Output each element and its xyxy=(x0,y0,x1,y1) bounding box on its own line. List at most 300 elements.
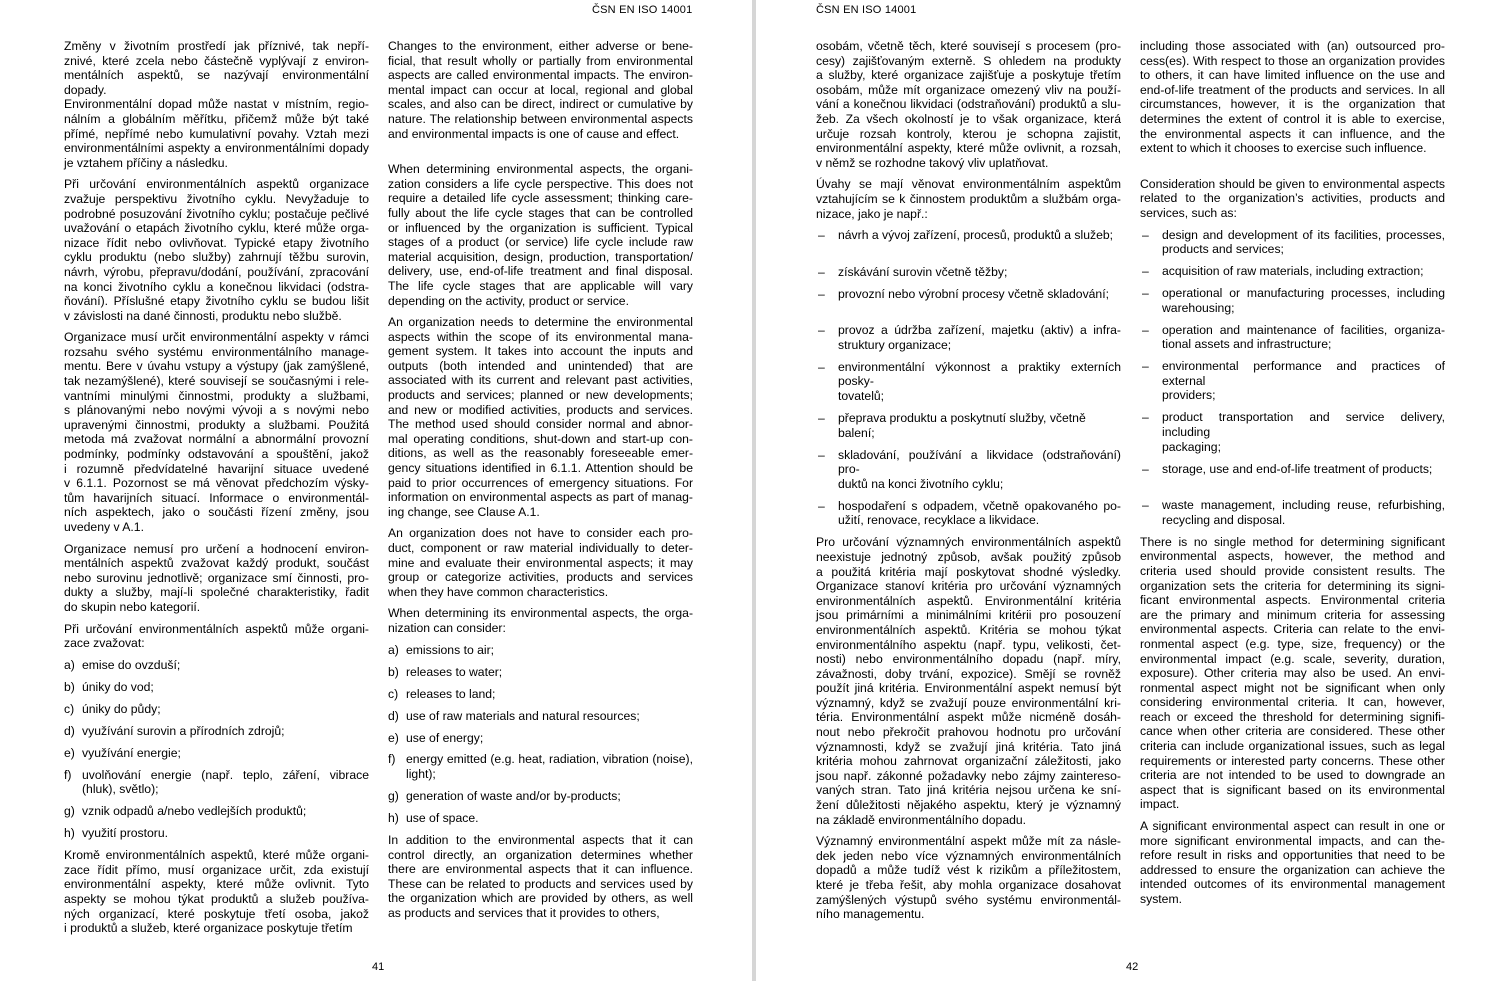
text-line: které je třeba řešit, aby mohla organizace dosahovat xyxy=(816,878,1121,892)
text-line: There is no single method for determining significant xyxy=(1140,534,1445,549)
text-line: criteria are not intended to be used to downgrade an xyxy=(1140,768,1445,783)
text-line: dopadů a může tudíž vést k rizikům a příležitostem, xyxy=(816,863,1121,878)
list-item-text xyxy=(838,448,1121,492)
text-line: Významný environmentální aspekt může mít za násle- xyxy=(816,834,1121,849)
text-line: environmentálního aspektu (např. typu, velikosti, čet- xyxy=(816,637,1121,652)
text-line: hospodaření s odpadem, včetně opakovaného po- xyxy=(838,498,1121,513)
paragraph xyxy=(64,542,369,615)
czech-column xyxy=(816,39,1121,922)
text-line: vznik odpadů a/nebo vedlejších produktů; xyxy=(82,804,307,819)
list-item-text xyxy=(1162,323,1445,352)
text-line: generation of waste and/or by-products; xyxy=(406,789,621,804)
list-item xyxy=(1140,286,1445,315)
considerations-list xyxy=(64,658,369,841)
text-line: dek jeden nebo více významných environmentálních xyxy=(816,848,1121,863)
list-marker: e) xyxy=(64,745,75,760)
text-line: use of raw materials and natural resources; xyxy=(406,708,640,723)
text-line: recycling and disposal. xyxy=(1162,512,1286,527)
text-line: (hluk), světlo); xyxy=(82,782,159,797)
list-marker: – xyxy=(1142,264,1149,279)
text-line: impact. xyxy=(1140,797,1180,812)
list-item-text xyxy=(406,665,693,680)
list-item xyxy=(388,752,693,781)
text-line: mentu. Bere v úvahu vstupy a výstupy (jak zamýšlené, xyxy=(64,359,369,374)
text-line: information on environmental aspects as part of manag- xyxy=(388,490,693,505)
left-page xyxy=(0,0,752,981)
text-line: product transportation and service delivery, including xyxy=(1162,410,1445,440)
text-line: mal operating conditions, shut-down and start-up con- xyxy=(388,431,693,446)
paragraph xyxy=(64,622,369,651)
list-item xyxy=(816,448,1121,492)
text-line: cance when other criteria are considered. These other xyxy=(1140,724,1445,739)
text-line: podmínky, podmínky odstavování a spouštění, jakož xyxy=(64,447,369,462)
list-item-text xyxy=(838,411,1121,440)
list-item-text xyxy=(406,643,693,658)
paragraph xyxy=(816,177,1121,221)
list-item-text xyxy=(406,731,693,746)
text-line: intended outcomes of its environmental management xyxy=(1140,877,1445,892)
text-line: s plánovanými nebo novými vývoji a s novými nebo xyxy=(64,403,369,418)
list-marker: – xyxy=(818,447,825,462)
text-line: The method used should consider normal and abnor- xyxy=(388,417,693,432)
text-line: významnosti, když se zvažují jiná kritéria. Tato jiná xyxy=(816,739,1121,754)
text-line: design and development of its facilities, processes, xyxy=(1162,227,1445,242)
list-item xyxy=(1140,264,1445,279)
list-item xyxy=(64,826,369,841)
list-marker: g) xyxy=(388,789,399,804)
text-line: cess(es). With respect to those an organization provides xyxy=(1140,53,1445,68)
text-line: Při určování environmentálních aspektů může organi- xyxy=(64,621,369,636)
text-line: skladování, používání a likvidace (odstraňování) pro- xyxy=(838,447,1121,477)
text-line: návrh a vývoj zařízení, procesů, produktů a služeb; xyxy=(838,228,1114,243)
text-line: fully about the life cycle stages that can be controlled xyxy=(388,205,693,220)
text-line: system. xyxy=(1140,892,1182,906)
text-line: Úvahy se mají věnovat environmentálním aspektům xyxy=(816,177,1121,192)
text-line: waste management, including reuse, refurbishing, xyxy=(1162,498,1445,513)
text-line: extent to which it chooses to exercise such influence. xyxy=(1140,141,1427,156)
list-marker: h) xyxy=(64,826,75,841)
text-line: provozní nebo výrobní procesy včetně skladování; xyxy=(838,286,1109,301)
list-marker: b) xyxy=(388,664,399,679)
text-line: delivery, use, end-of-life treatment and final disposal. xyxy=(388,264,693,279)
text-line: reach or exceed the threshold for determining signifi- xyxy=(1140,709,1445,724)
list-marker: – xyxy=(1142,498,1149,513)
text-line: more significant environmental impacts, and can the- xyxy=(1140,833,1445,848)
text-line: group or categorize activities, products and services xyxy=(388,570,693,585)
text-line: environmental aspects. Criteria can relate to the envi- xyxy=(1140,622,1445,637)
text-line: využívání surovin a přírodních zdrojů; xyxy=(82,723,285,738)
list-item-text xyxy=(82,804,369,819)
text-line: ňování). Příslušné etapy životního cyklu se budou lišit xyxy=(64,294,369,309)
text-line: operational or manufacturing processes, including xyxy=(1162,286,1445,301)
list-item xyxy=(64,680,369,695)
paragraph xyxy=(64,177,369,323)
text-line: ních aspektech, jako o součásti řízení změny, jsou xyxy=(64,505,369,520)
text-line: An organization does not have to consider each pro- xyxy=(388,526,693,541)
list-marker: b) xyxy=(64,679,75,694)
paragraph xyxy=(388,315,693,519)
list-marker: – xyxy=(1142,410,1149,425)
list-item xyxy=(388,687,693,702)
text-line: gency situations identified in 6.1.1. Attention should be xyxy=(388,461,693,476)
text-line: zation considers a life cycle perspective. This does not xyxy=(388,176,693,191)
paragraph xyxy=(388,162,693,308)
text-line: vztahujícím se k činnostem produktům a službám orga- xyxy=(816,191,1121,206)
paragraph xyxy=(64,848,369,936)
text-line: An organization needs to determine the environmental xyxy=(388,315,693,330)
text-line: nálním a globálním měřítku, přičemž může být také xyxy=(64,111,369,126)
text-line: These can be related to products and services used by xyxy=(388,876,693,891)
text-line: Environmentální dopad může nastat v místním, regio- xyxy=(64,97,369,112)
text-line: environmental impact (e.g. scale, severity, duration, xyxy=(1140,651,1445,666)
text-line: A significant environmental aspect can result in one or xyxy=(1140,819,1445,834)
text-line: and environmental impacts is one of cause and effect. xyxy=(388,126,680,141)
list-item xyxy=(388,709,693,724)
list-marker: – xyxy=(1142,322,1149,337)
list-marker: – xyxy=(818,359,825,374)
list-item xyxy=(64,658,369,673)
text-line: there are environmental aspects that it can influence. xyxy=(388,862,693,877)
list-item xyxy=(816,499,1121,528)
text-line: rozsahu svého systému environmentálního manage- xyxy=(64,344,369,359)
text-line: i rozumně předvídatelné havarijní situace uvedené xyxy=(64,461,369,476)
english-column xyxy=(1140,39,1445,907)
list-item-text xyxy=(1162,498,1445,527)
text-line: When determining environmental aspects, the organi- xyxy=(388,162,693,177)
text-line: jsou primárními a minimálními kritérii pro posouzení xyxy=(816,608,1121,623)
text-line: do skupin nebo kategorií. xyxy=(64,599,201,614)
list-item xyxy=(816,411,1121,440)
text-line: nout nebo překročit prahovou hodnotu pro určování xyxy=(816,725,1121,740)
list-item-text xyxy=(1162,410,1445,454)
list-marker: – xyxy=(818,323,825,338)
text-line: environmentální aspekty, které může ovlivnit. Tyto xyxy=(64,877,369,892)
list-item xyxy=(1140,323,1445,352)
list-item-text xyxy=(1162,286,1445,315)
text-line: zace zvažovat: xyxy=(64,636,145,651)
text-line: aspect that is significant based on its environmental xyxy=(1140,782,1445,797)
text-line: přeprava produktu a poskytnutí služby, včetně balení; xyxy=(838,411,1086,440)
text-line: úniky do vod; xyxy=(82,679,154,694)
text-line: nizace řídit nebo ovlivňovat. Typické etapy životního xyxy=(64,235,369,250)
text-line: kritéria mohou zahrnovat organizační záležitosti, jako xyxy=(816,754,1121,769)
text-line: návrh, výrobu, přepravu/dodání, používání, zpracování xyxy=(64,264,369,279)
text-line: tak nezamýšlené), které souvisejí se současnými i rele- xyxy=(64,374,369,389)
text-line: releases to water; xyxy=(406,664,503,679)
page-header: ČSN EN ISO 14001 xyxy=(816,4,917,16)
text-line: circumstances, however, it is the organization that xyxy=(1140,97,1445,112)
list-item xyxy=(816,228,1121,257)
text-line: ficial, that result wholly or partially from environmental xyxy=(388,53,693,68)
list-item xyxy=(1140,462,1445,491)
text-line: use of space. xyxy=(406,811,479,826)
list-marker: a) xyxy=(388,642,399,657)
text-line: as products and services that it provides to others, xyxy=(388,906,660,920)
list-item xyxy=(64,746,369,761)
text-line: a použitá kritéria mají poskytovat shodné výsledky. xyxy=(816,564,1121,579)
text-line: aspekty se mohou týkat produktů a služeb používa- xyxy=(64,892,369,906)
list-marker: – xyxy=(1142,227,1149,242)
text-line: environmentálních aspektů. Environmentální kritéria xyxy=(816,593,1121,608)
text-line: dukty a služby, mají-li společné charakteristiky, řadit xyxy=(64,585,369,600)
text-line: environmentální výkonnost a praktiky externích posky- xyxy=(838,359,1121,389)
text-line: end-of-life treatment of the products and services. In all xyxy=(1140,82,1445,97)
list-item-text xyxy=(406,752,693,781)
list-item xyxy=(64,804,369,819)
aspects-list xyxy=(816,228,1121,528)
text-line: upravenými činnostmi, produkty a službami. Použitá xyxy=(64,417,369,432)
paragraph xyxy=(388,39,693,141)
text-line: the environmental aspects it can influence, and the xyxy=(1140,126,1445,141)
list-item xyxy=(816,265,1121,280)
text-line: v závislosti na dané činnosti, produktu nebo službě. xyxy=(64,308,342,323)
paragraph xyxy=(1140,39,1445,156)
text-line: osobám, včetně těch, které souvisejí s procesem (pro- xyxy=(816,39,1121,53)
text-line: ronmental aspect (e.g. type, size, frequency) or the xyxy=(1140,636,1445,651)
paragraph xyxy=(816,834,1121,922)
right-page xyxy=(756,0,1508,981)
text-line: products and services; planned or new developments; xyxy=(388,388,693,403)
list-item-text xyxy=(406,709,693,724)
paragraph xyxy=(816,535,1121,827)
text-line: tovatelů; xyxy=(838,389,885,404)
text-line: including those associated with (an) outsourced pro- xyxy=(1140,39,1445,53)
text-line: v němž se rozhodne takový vliv uplatňovat. xyxy=(816,155,1049,170)
text-line: duktů na konci životního cyklu; xyxy=(838,476,1004,491)
list-item xyxy=(388,731,693,746)
text-line: material acquisition, design, production, transportation/ xyxy=(388,249,693,264)
list-item-text xyxy=(1162,228,1445,257)
czech-column xyxy=(64,39,369,936)
text-line: ných organizací, které poskytuje třetí osoba, jakož xyxy=(64,906,369,921)
list-marker: c) xyxy=(388,686,399,701)
list-item xyxy=(816,323,1121,352)
paragraph xyxy=(1140,535,1445,812)
text-line: cyklu produktu (nebo služby) zahrnují těžbu surovin, xyxy=(64,250,369,265)
text-line: nebo surovinu jednotlivě; organizace smí činnosti, pro- xyxy=(64,570,369,585)
text-line: jsou např. zákonné požadavky nebo zájmy zaintereso- xyxy=(816,768,1121,783)
text-line: stages of a product (or service) life cycle include raw xyxy=(388,235,693,250)
list-marker: – xyxy=(1142,286,1149,301)
list-item-text xyxy=(406,687,693,702)
text-line: mentálních aspektů, se nazývají environmentální dopady. xyxy=(64,68,369,97)
list-item-text xyxy=(838,323,1121,352)
text-line: nosti) nebo environmentálního dopadu (např. míry, xyxy=(816,652,1121,667)
text-line: Organizace stanoví kritéria pro určování významných xyxy=(816,579,1121,594)
text-line: i produktů a služeb, které organizace poskytuje třetím xyxy=(64,921,353,936)
text-line: to others, it can have limited influence on the use and xyxy=(1140,68,1445,83)
list-item xyxy=(388,643,693,658)
text-line: When determining its environmental aspects, the orga- xyxy=(388,606,693,621)
list-item xyxy=(1140,359,1445,403)
page-number: 42 xyxy=(1126,961,1139,973)
page-header: ČSN EN ISO 14001 xyxy=(592,4,693,16)
list-marker: – xyxy=(818,498,825,513)
text-line: užití, renovace, recyklace a likvidace. xyxy=(838,513,1040,528)
text-line: aspects are called environmental impacts. The environ- xyxy=(388,68,693,83)
list-marker: h) xyxy=(388,811,399,826)
text-line: duct, component or raw material individually to deter- xyxy=(388,541,693,555)
text-line: In addition to the environmental aspects that it can xyxy=(388,833,693,848)
list-marker: f) xyxy=(64,767,72,782)
text-line: zvažuje perspektivu životního cyklu. Nevyžaduje to xyxy=(64,191,369,206)
text-line: products and services; xyxy=(1162,242,1284,257)
text-line: Changes to the environment, either adverse or bene- xyxy=(388,39,693,53)
text-line: vantními minulými činnostmi, produkty a službami, xyxy=(64,388,369,403)
list-item-text xyxy=(406,789,693,804)
text-line: addressed to ensure the organization can achieve the xyxy=(1140,862,1445,877)
text-line: environmental aspects, however, the method and xyxy=(1140,549,1445,564)
text-line: ficant environmental aspects. Environmental criteria xyxy=(1140,593,1445,608)
text-line: použít jiná kritéria. Environmentální aspekt nemusí být xyxy=(816,681,1121,696)
text-line: outputs (both intended and unintended) that are xyxy=(388,358,693,373)
list-marker: c) xyxy=(64,701,75,716)
list-item xyxy=(388,665,693,680)
text-line: uvažování o etapách životního cyklu, které může orga- xyxy=(64,221,369,236)
list-item-text xyxy=(1162,264,1445,279)
text-line: uvolňování energie (např. teplo, záření, vibrace xyxy=(82,767,369,782)
text-line: refore result in risks and opportunities that need to be xyxy=(1140,848,1445,863)
text-line: na základě environmentálního dopadu. xyxy=(816,812,1027,827)
text-line: related to the organization’s activities, products and xyxy=(1140,191,1445,206)
text-line: tům havarijních situací. Informace o environmentál- xyxy=(64,490,369,505)
list-marker: – xyxy=(818,228,825,243)
text-line: vání a konečnou likvidaci (odstraňování) produktů a slu- xyxy=(816,97,1121,112)
text-line: considering environmental criteria. It can, however, xyxy=(1140,695,1445,710)
text-line: gement system. It takes into account the inputs and xyxy=(388,344,693,359)
list-item xyxy=(388,789,693,804)
text-line: operation and maintenance of facilities, organiza- xyxy=(1162,322,1445,337)
text-line: acquisition of raw materials, including extraction; xyxy=(1162,264,1424,279)
list-item-text xyxy=(82,826,369,841)
paragraph xyxy=(388,526,693,599)
text-line: Organizace musí určit environmentální aspekty v rámci xyxy=(64,330,369,345)
text-line: environmentálními aspekty a environmentálními dopady xyxy=(64,141,369,156)
text-line: získávání surovin včetně těžby; xyxy=(838,264,1008,279)
text-line: packaging; xyxy=(1162,439,1221,454)
text-line: neexistuje jednotný způsob, avšak použitý způsob xyxy=(816,549,1121,564)
list-marker: g) xyxy=(64,804,75,819)
text-line: cesy) zajišťovaným externě. S ohledem na produkty xyxy=(816,53,1121,68)
text-line: environmental performance and practices of external xyxy=(1162,359,1445,388)
text-line: mental impact can occur at local, regional and global xyxy=(388,82,693,97)
list-item xyxy=(1140,410,1445,454)
text-line: znivé, které zcela nebo částečně vyplývají z environ- xyxy=(64,53,369,68)
list-marker: e) xyxy=(388,730,399,745)
text-line: využití prostoru. xyxy=(82,826,169,841)
text-line: storage, use and end-of-life treatment of products; xyxy=(1162,461,1433,476)
text-line: mentálních aspektů zvažovat každý produkt, součást xyxy=(64,556,369,571)
list-item-text xyxy=(838,265,1121,280)
list-item-text xyxy=(82,724,369,739)
text-line: organization sets the criteria for determining its signi- xyxy=(1140,578,1445,593)
text-line: ního managementu. xyxy=(816,907,925,922)
text-line: mine and evaluate their environmental aspects; it may xyxy=(388,555,693,570)
text-line: require a detailed life cycle assessment; thinking care- xyxy=(388,191,693,206)
text-line: vaných stran. Tato jiná kritéria nejsou určena ke sní- xyxy=(816,783,1121,798)
text-line: zace řídit přímo, musí organizace určit, zda existují xyxy=(64,862,369,877)
text-line: control directly, an organization determines whether xyxy=(388,847,693,862)
text-line: aspects within the scope of its environmental mana- xyxy=(388,329,693,344)
text-line: exposure). Other criteria may also be used. An envi- xyxy=(1140,666,1445,681)
text-line: associated with its current and relevant past activities, xyxy=(388,373,693,388)
list-marker: – xyxy=(818,264,825,279)
text-line: Organizace nemusí pro určení a hodnocení environ- xyxy=(64,541,369,556)
list-item xyxy=(816,287,1121,316)
list-item-text xyxy=(838,499,1121,528)
paragraph xyxy=(1140,177,1445,221)
text-line: úniky do půdy; xyxy=(82,701,161,716)
text-line: environmentálních aspektů. Kritéria se mohou týkat xyxy=(816,622,1121,637)
page-number: 41 xyxy=(372,961,385,973)
text-line: je vztahem příčiny a následku. xyxy=(64,155,228,170)
text-line: nization can consider: xyxy=(388,620,506,635)
list-item-text xyxy=(838,287,1121,316)
list-item-text xyxy=(1162,462,1445,491)
text-line: providers; xyxy=(1162,388,1216,403)
list-item-text xyxy=(406,811,693,826)
text-line: when they have common characteristics. xyxy=(388,584,609,599)
text-line: and new or modified activities, products and services. xyxy=(388,402,693,417)
text-line: determines the extent of control it is able to exercise, xyxy=(1140,111,1445,126)
list-item xyxy=(64,702,369,717)
text-line: scales, and also can be direct, indirect or cumulative by xyxy=(388,97,693,112)
paragraph xyxy=(64,39,369,170)
list-marker: f) xyxy=(388,752,396,767)
paragraph xyxy=(64,330,369,534)
paragraph xyxy=(816,39,1121,170)
text-line: criteria used should provide consistent results. The xyxy=(1140,563,1445,578)
text-line: metoda má zvažovat normální a abnormální provozní xyxy=(64,432,369,447)
list-marker: d) xyxy=(64,723,75,738)
text-line: ronmental aspect might not be significant when only xyxy=(1140,680,1445,695)
list-item xyxy=(388,811,693,826)
list-item-text xyxy=(82,702,369,717)
text-line: významný, když se zvažují pouze environmentální kri- xyxy=(816,695,1121,710)
text-line: závažnosti, doby trvání, expozice). Smějí se rovněž xyxy=(816,666,1121,681)
text-line: v 6.1.1. Pozornost se má věnovat předchozím výsky- xyxy=(64,476,369,491)
text-line: or influenced by the organization is sufficient. Typical xyxy=(388,220,693,235)
text-line: Při určování environmentálních aspektů organizace xyxy=(64,177,369,192)
text-line: žeb. Za všech okolností je to však organizace, která xyxy=(816,111,1121,126)
text-line: paid to prior occurrences of emergency situations. For xyxy=(388,475,693,490)
text-line: ing change, see Clause A.1. xyxy=(388,504,540,519)
text-line: na konci životního cyklu a konečnou likvidaci (odstra- xyxy=(64,279,369,294)
text-line: ditions, as well as the reasonably foreseeable emer- xyxy=(388,446,693,461)
text-line: requirements or interested party concerns. These other xyxy=(1140,753,1445,768)
list-item xyxy=(816,360,1121,404)
english-column xyxy=(388,39,693,921)
list-item-text xyxy=(82,746,369,761)
text-line: the organization which are provided by others, as well xyxy=(388,891,693,906)
list-item-text xyxy=(82,680,369,695)
text-line: nature. The relationship between environmental aspects xyxy=(388,111,693,126)
text-line: Kromě environmentálních aspektů, které může organi- xyxy=(64,848,369,863)
list-marker: – xyxy=(1142,359,1149,374)
text-line: emissions to air; xyxy=(406,642,495,657)
list-marker: a) xyxy=(64,657,75,672)
text-line: využívání energie; xyxy=(82,745,181,760)
paragraph xyxy=(1140,819,1445,907)
text-line: zamýšlených výstupů svého systému environmentál- xyxy=(816,892,1121,907)
text-line: energy emitted (e.g. heat, radiation, vibration (noise), xyxy=(406,752,693,767)
text-line: environmentální aspekty, které může ovlivnit, a rozsah, xyxy=(816,141,1121,156)
text-line: Consideration should be given to environmental aspects xyxy=(1140,176,1445,191)
text-line: light); xyxy=(406,767,436,782)
aspects-list xyxy=(1140,228,1445,528)
text-line: tional assets and infrastructure; xyxy=(1162,337,1332,352)
text-line: use of energy; xyxy=(406,730,484,745)
